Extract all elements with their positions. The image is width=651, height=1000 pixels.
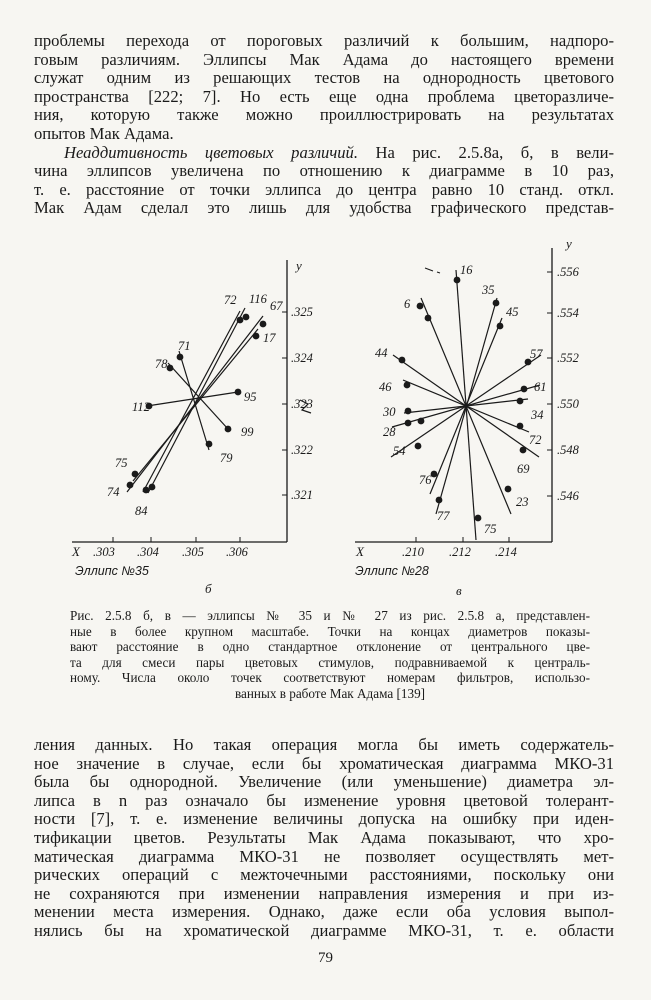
figure-ellipses [0,230,651,610]
diameter-116 [148,308,245,493]
text-line: липса в n раз означало бы изменение уровня цветовой толерант- [34,790,614,810]
point-label: 76 [419,473,432,487]
y-tick-label: .548 [557,443,579,457]
caption-line: ванных в работе Мак Адама [139] [234,685,426,701]
text-fragment: На рис. 2.5.8а, б, в вели- [358,142,614,162]
caption-line: ному. Числа около точек соответствуют номерам фильтров, использо- [70,670,590,686]
caption-line: вают расстояние в одно стандартное отклонение от центрального цве- [70,639,590,655]
point-label: 54 [393,444,406,458]
text-line: была бы однородной. Увеличение (или уменьшение) диаметра эл- [34,772,614,792]
panel-title: Эллипс №35 [75,564,149,578]
y-tick-label: .321 [291,488,313,502]
text-line: нялись бы на хроматической диаграмме МКО-31, т. е. области [34,920,614,940]
text-line [34,144,614,163]
y-axis-label: y [566,236,572,251]
text-line: служат одним из решающих тестов на однородность цветового [34,68,614,88]
point-label: 84 [135,504,148,518]
y-tick-label: .323 [291,397,313,411]
point-label: 112 [132,400,150,414]
point-label: 71 [178,339,191,353]
point-label: 95 [244,390,257,404]
point-label: 30 [383,405,396,419]
text-line: рических операций с межточечными расстояниями, поскольку они [34,865,614,885]
figure-caption [70,608,590,702]
panel-left-text [71,258,313,596]
caption-line: ные в более крупном масштабе. Точки на концах диаметров показы- [70,623,590,639]
y-tick-label: .322 [291,443,313,457]
y-tick-label: .552 [557,351,579,365]
x-tick-label: .305 [182,545,204,559]
point-label: 23 [516,495,529,509]
x-tick-label: .210 [402,545,424,559]
point-label: 28 [383,425,396,439]
text-line: чина эллипсов увеличена по отношению к диаграмме в 10 раз, [34,161,614,181]
point-label: 61 [534,380,547,394]
y-tick-label: .325 [291,305,313,319]
y-tick-label: .556 [557,265,579,279]
point-label: 17 [263,331,276,345]
point-label: 75 [115,456,128,470]
text-line: опытов Мак Адама. [34,123,174,143]
point-label: 35 [482,283,495,297]
point-label: 67 [270,299,283,313]
y-axis-label: y [296,258,302,273]
caption-line: та для смеси пары цветовых стимулов, подравниваемой к централь- [70,654,590,670]
y-tick-label: .324 [291,351,313,365]
panel-letter: в [456,583,462,598]
panel-title: Эллипс №28 [355,564,429,578]
text-line: Мак Адам сделал это лишь для удобства графического представ- [34,198,614,218]
point-label: 79 [220,451,233,465]
x-tick-label: .214 [495,545,517,559]
text-line: ное значение в случае, если бы хроматическая диаграмма МКО-31 [34,753,614,773]
text-line: т. е. расстояние от точки эллипса до центра равно 10 станд. откл. [34,179,614,199]
text-line: ности [7], т. е. изменение величины допуска на ошибку при иден- [34,809,614,829]
point-label: 34 [531,408,544,422]
page-number: 79 [318,950,333,966]
panel-letter: б [205,581,212,596]
point-label: 74 [107,485,120,499]
text-line: говым различиям. Эллипсы Мак Адама до настоящего времени [34,49,614,69]
text-line: ления данных. Но такая операция могла бы иметь содержатель- [34,735,614,754]
scratch-mark [425,268,440,273]
point-label: 46 [379,380,392,394]
point-label: 78 [155,357,168,371]
caption-line: Рис. 2.5.8 б, в — эллипсы № 35 и № 27 из рис. 2.5.8 а, представлен- [70,608,590,623]
section-title: Неаддитивность цветовых различий. [64,142,359,162]
point-label: 57 [530,347,543,361]
x-tick-label: .212 [449,545,471,559]
y-tick-label: .546 [557,489,579,503]
point-label: 6 [404,297,411,311]
point-label: 72 [529,433,542,447]
point-label: 116 [249,292,267,306]
point-label: 72 [224,293,237,307]
y-tick-label: .550 [557,397,579,411]
x-tick-label: .306 [226,545,248,559]
text-line: не сохраняются при изменении направления измерения и при из- [34,883,614,903]
bottom-text-block [34,736,614,941]
text-line: матическая диаграмма МКО-31 не позволяет осуществлять мет- [34,846,614,866]
x-axis-label: X [72,544,80,559]
top-text-block [34,32,614,218]
point-label: 99 [241,425,254,439]
point-label: 45 [506,305,519,319]
text-line: ния, которую также можно проиллюстрировать на результатах [34,105,614,125]
x-axis-label: X [356,544,364,559]
x-tick-label: .303 [93,545,115,559]
x-tick-label: .304 [137,545,159,559]
point-label: 75 [484,522,497,536]
point-label: 69 [517,462,530,476]
text-line: менении места измерения. Однако, даже если оба условия выпол- [34,902,614,922]
text-line: пространства [222; 7]. Но есть еще одна проблема цветоразличе- [34,86,614,106]
text-line: тификации цветов. Результаты Мак Адама показывают, что хро- [34,827,614,847]
text-line: проблемы перехода от пороговых различий к большим, надпоро- [34,31,614,50]
point-label: 44 [375,346,388,360]
y-tick-label: .554 [557,306,579,320]
point-label: 77 [437,509,450,523]
point-label: 16 [460,263,473,277]
